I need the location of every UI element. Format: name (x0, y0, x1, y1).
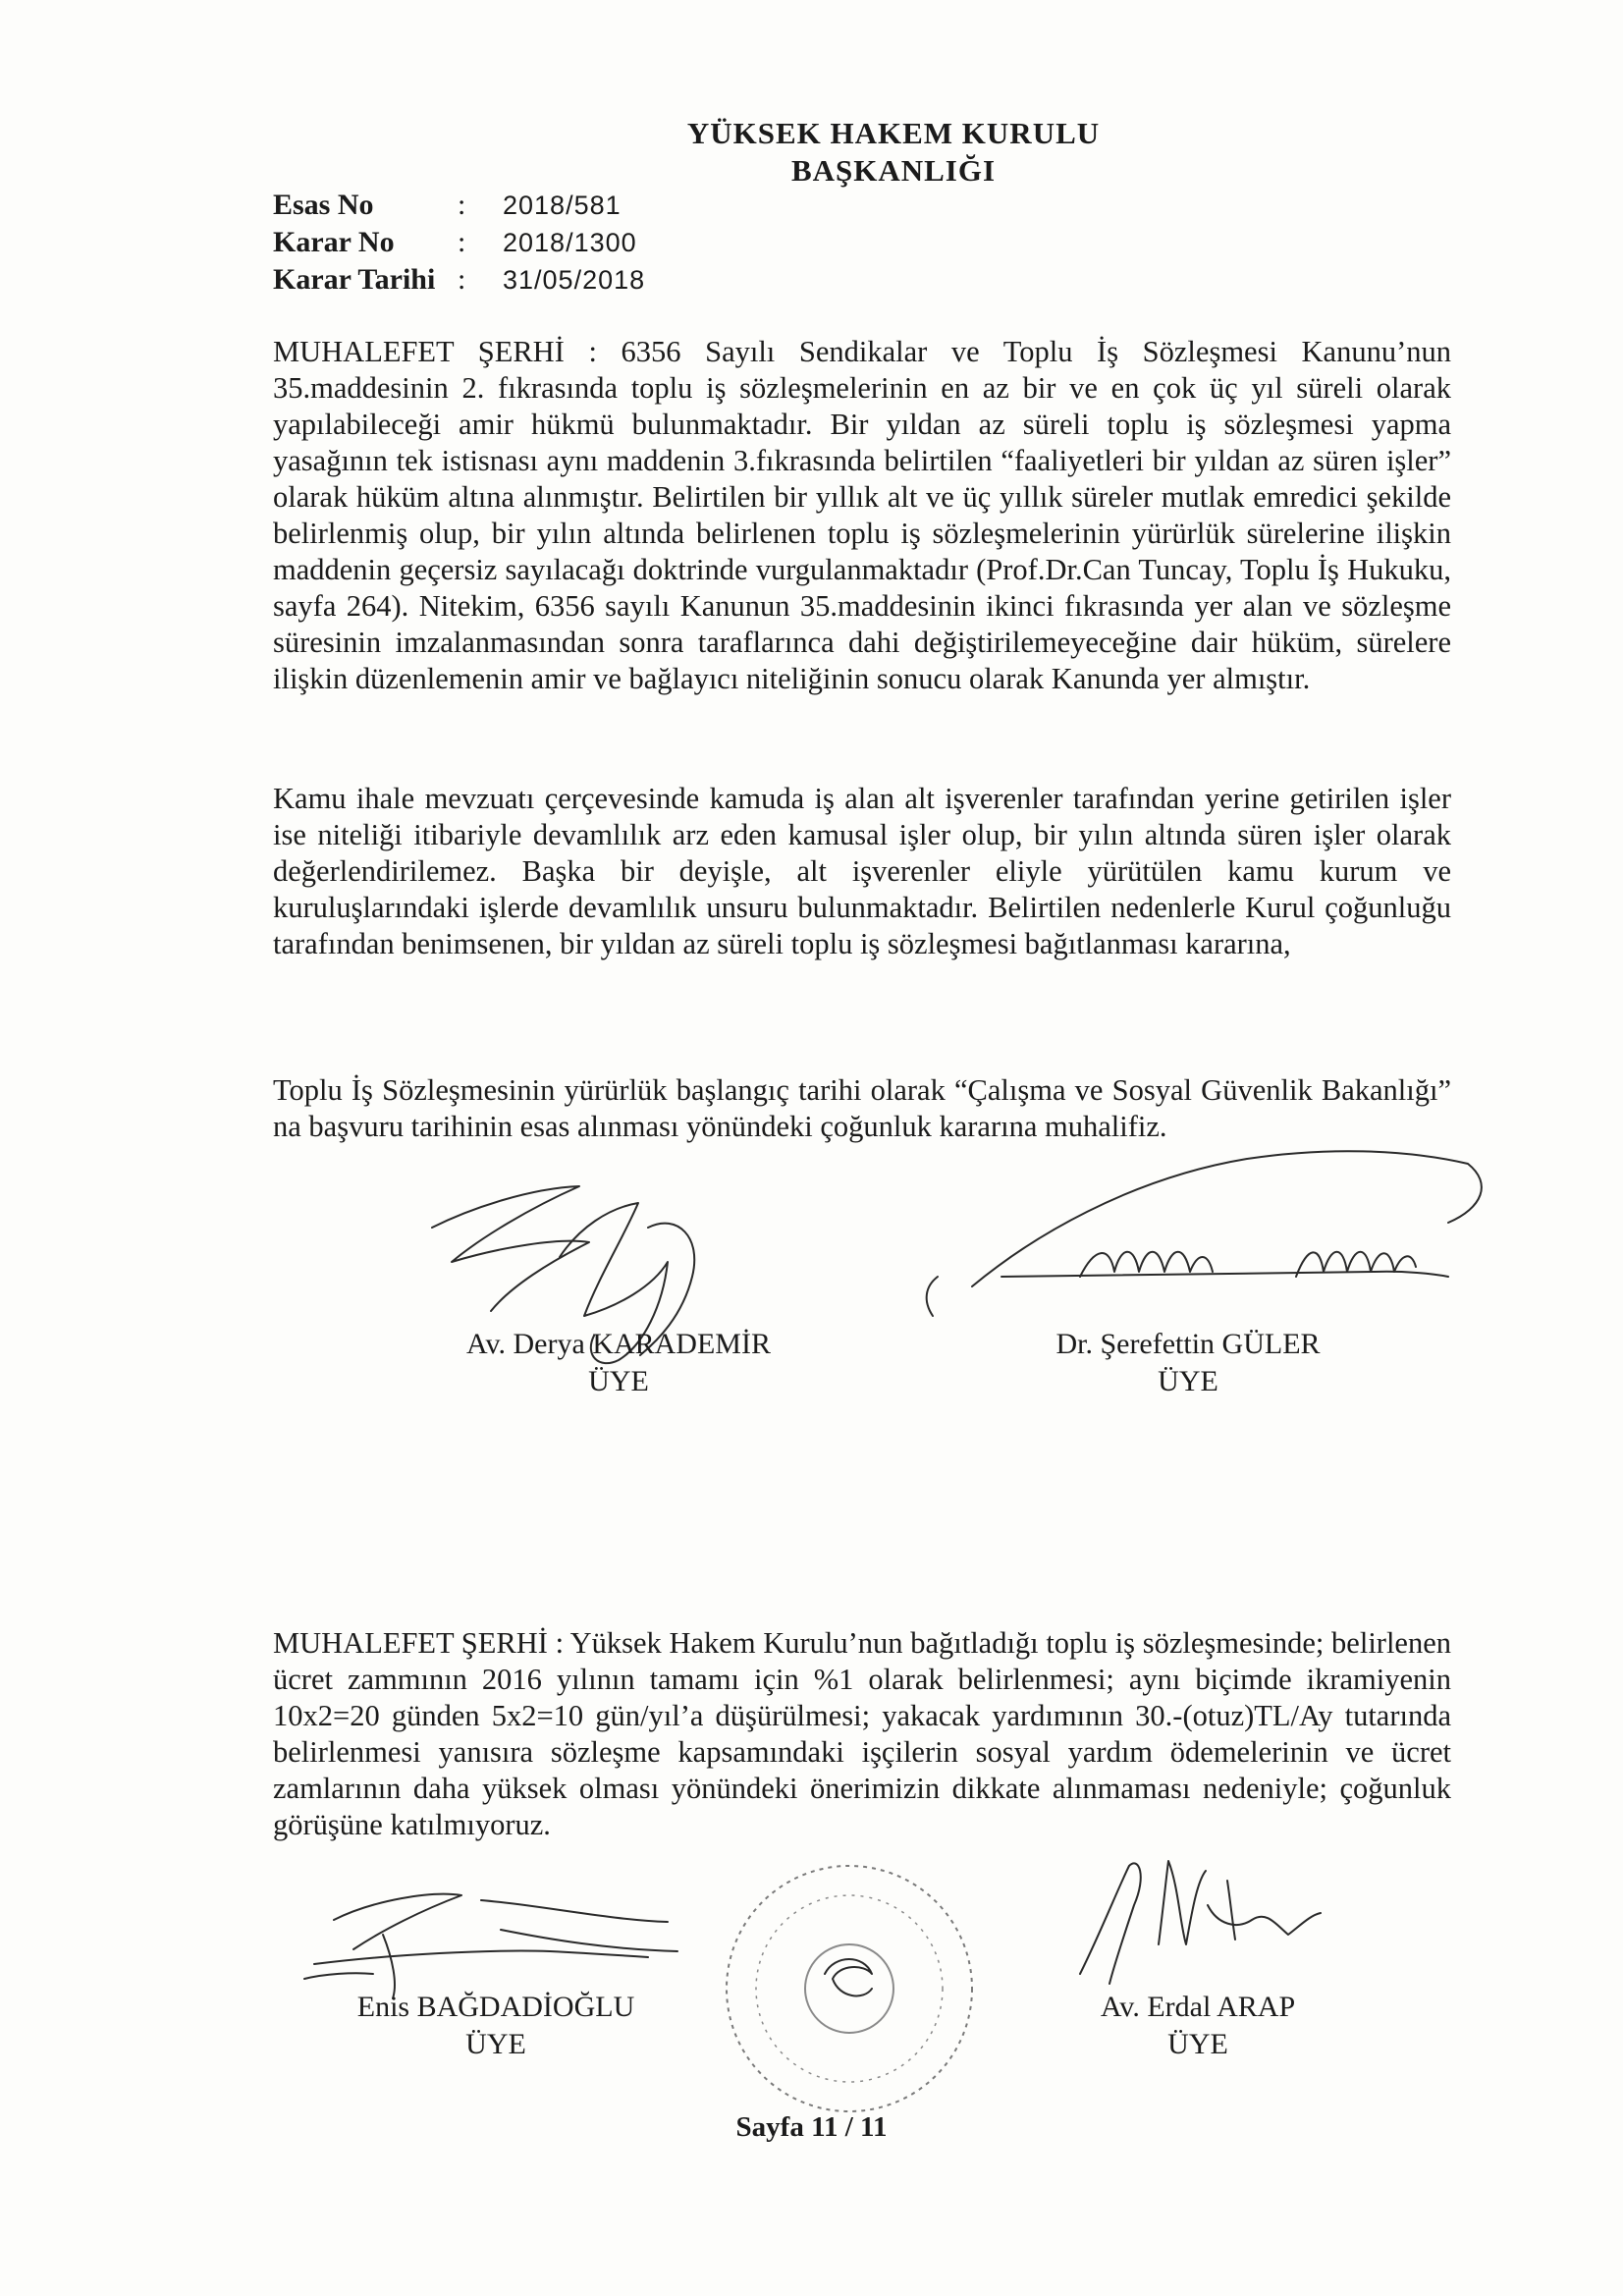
institution-name: YÜKSEK HAKEM KURULU (686, 116, 1101, 150)
institution-subtitle: BAŞKANLIĞI (790, 153, 997, 188)
separator: : (458, 189, 466, 221)
decision-date-value: 31/05/2018 (503, 265, 646, 295)
signatory-role: ÜYE (588, 1365, 649, 1397)
case-number-label: Esas No (273, 189, 374, 221)
signatory-name: Av. Erdal ARAP (1100, 1991, 1296, 2023)
signatory-role: ÜYE (1158, 1365, 1218, 1397)
dissent-paragraph-1: MUHALEFET ŞERHİ : 6356 Sayılı Sendikalar ve Toplu İş Sözleşmesi Kanunu’nun 35.maddesinin 2. fıkrasında toplu iş sözleşmelerinin en az bir ve en çok üç yıl süreli olarak yapılabileceği amir hükmü bulunmaktadır. Bir yıldan az süreli toplu iş sözleşmesi yapma yasağının tek istisnası aynı maddenin 3.fıkrasında belirtilen “faaliyetleri bir yıldan az süren işler” olarak hüküm altına alınmıştır. Belirtilen bir yıllık alt ve üç yıllık süreler mutlak emredici şekilde belirlenmiş olup, bir yılın altında belirlenen toplu iş sözleşmelerinin yürürlük sürelerine ilişkin maddenin geçersiz sayılacağı doktrinde vurgulanmaktadır (Prof.Dr.Can Tuncay, Toplu İş Hukuku, sayfa 264). Nitekim, 6356 sayılı Kanunun 35.maddesinin ikinci fıkrasında yer alan ve sözleşme süresinin imzalanmasından sonra taraflarınca dahi değiştirilemeyeceğine dair hüküm, sürelere ilişkin düzenlemenin amir ve bağlayıcı niteliğinin sonucu olarak Kanunda yer almıştır. (273, 335, 1451, 695)
case-number-value: 2018/581 (503, 191, 622, 220)
signatory-name: Dr. Şerefettin GÜLER (1055, 1328, 1321, 1360)
page-number: Sayfa 11 / 11 (735, 2111, 888, 2143)
dissent-paragraph-2: Kamu ihale mevzuatı çerçevesinde kamuda iş alan alt işverenler tarafından yerine getirilen işler ise niteliği itibariyle devamlılık arz eden kamusal işler olup, bir yılın altında süren işler olarak değerlendirilemez. Başka bir deyişle, alt işverenler eliyle yürütülen kamu kurum ve kuruluşlarındaki işlerde devamlılık unsuru bulunmaktadır. Belirtilen nedenlerle Kurul çoğunluğu tarafından benimsenen, bir yıldan az süreli toplu iş sözleşmesi bağıtlanması kararına, (273, 782, 1451, 960)
signature-guler (913, 1129, 1522, 1355)
decision-number-row (273, 224, 645, 261)
decision-number-value: 2018/1300 (503, 228, 637, 257)
signatory-role: ÜYE (1167, 2028, 1228, 2060)
signature-arap (1070, 1846, 1365, 2003)
separator: : (458, 226, 466, 258)
separator: : (458, 263, 466, 296)
case-metadata (273, 187, 645, 299)
decision-number-label: Karar No (273, 226, 395, 258)
official-seal (717, 1851, 982, 2126)
decision-date-label: Karar Tarihi (273, 263, 436, 296)
dissent-paragraph-4: MUHALEFET ŞERHİ : Yüksek Hakem Kurulu’nun bağıtladığı toplu iş sözleşmesinde; belirlenen ücret zammının 2016 yılının tamamı için %1 olarak belirlenmesi; aynı biçimde ikramiyenin 10x2=20 günden 5x2=10 gün/yıl’a düşürülmesi; yakacak yardımının 30.-(otuz)TL/Ay tutarında belirlenmesi yanısıra sözleşme kapsamındaki işçilerin sosyal yardım ödemelerinin ve ücret zamlarının daha yüksek olması yönündeki önerimizin dikkate alınmaması nedeniyle; çoğunluk görüşüne katılmıyoruz. (273, 1626, 1451, 1841)
signatory-name: Enis BAĞDADİOĞLU (356, 1991, 635, 2023)
dissent-paragraph-3: Toplu İş Sözleşmesinin yürürlük başlangıç tarihi olarak “Çalışma ve Sosyal Güvenlik Bakanlığı” na başvuru tarihinin esas alınması yönündeki çoğunluk kararına muhalifiz. (273, 1073, 1451, 1143)
signatory-role: ÜYE (465, 2028, 526, 2060)
decision-date-row (273, 261, 645, 299)
signatory-name: Av. Derya KARADEMİR (466, 1328, 771, 1360)
case-number-row (273, 187, 645, 224)
